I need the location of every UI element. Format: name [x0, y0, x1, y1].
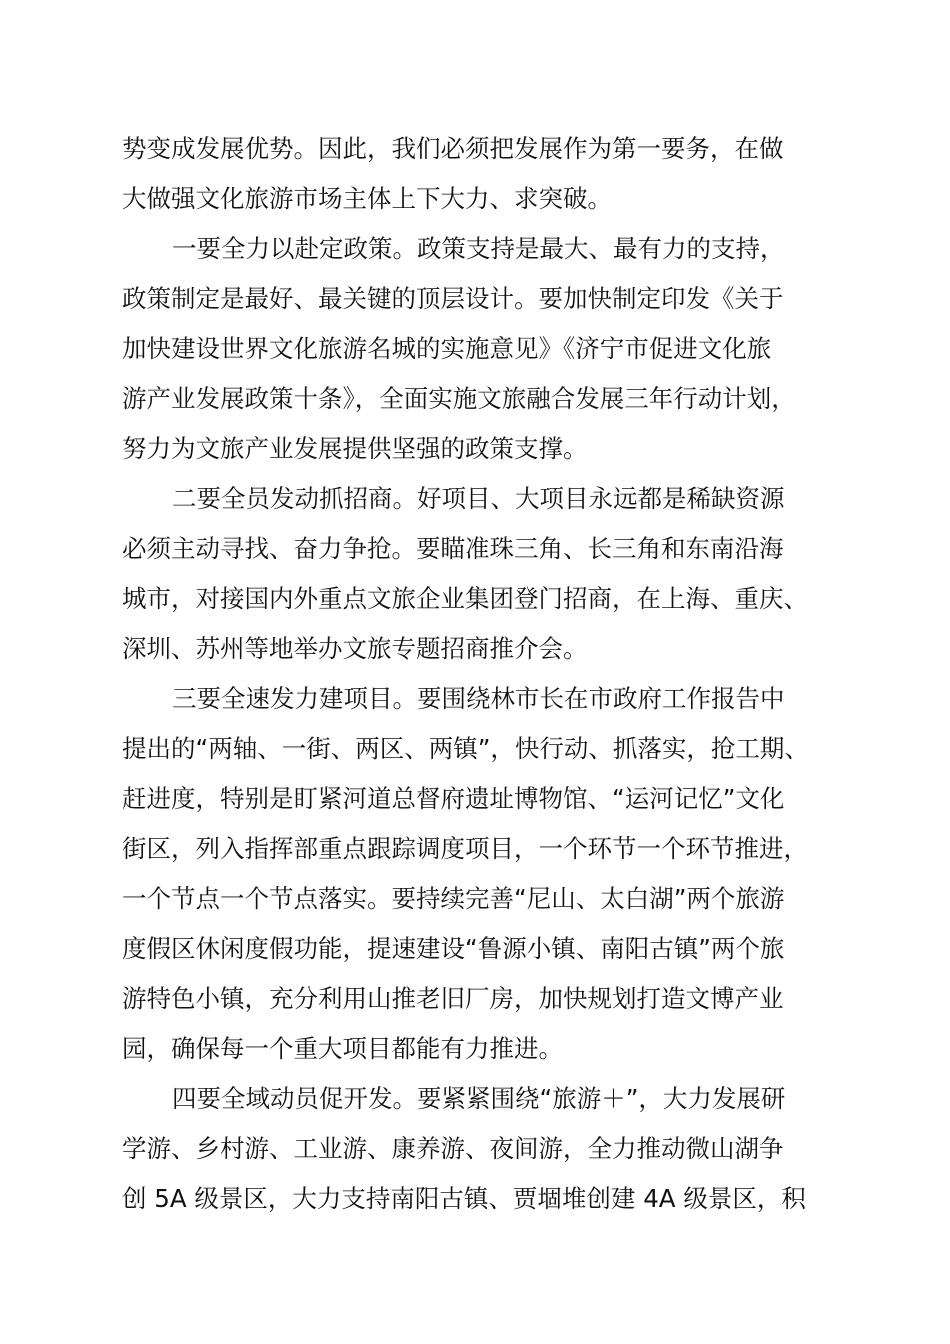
text-line: 一个节点一个节点落实。要持续完善“尼山、太白湖”两个旅游 [122, 884, 785, 913]
text-line: 努力为文旅产业发展提供坚强的政策支撑。 [122, 434, 588, 463]
text-line: 游产业发展政策十条》，全面实施文旅融合发展三年行动计划， [122, 384, 796, 413]
text-line: 二要全员发动抓招商。好项目、大项目永远都是稀缺资源 [172, 484, 785, 513]
text-line: 园，确保每一个重大项目都能有力推进。 [122, 1034, 563, 1063]
text-line: 必须主动寻找、奋力争抢。要瞄准珠三角、长三角和东南沿海 [122, 534, 784, 563]
text-line: 三要全速发力建项目。要围绕林市长在市政府工作报告中 [172, 684, 785, 713]
text-line: 势变成发展优势。因此，我们必须把发展作为第一要务，在做 [122, 134, 784, 163]
text-line: 创 5A 级景区，大力支持南阳古镇、贾堌堆创建 4A 级景区，积 [122, 1184, 806, 1213]
text-line: 政策制定是最好、最关键的顶层设计。要加快制定印发《关于 [122, 284, 784, 313]
text-line: 街区，列入指挥部重点跟踪调度项目，一个环节一个环节推进， [122, 834, 808, 863]
text-line: 提出的“两轴、一街、两区、两镇”，快行动、抓落实，抢工期、 [122, 734, 809, 763]
text-line: 四要全域动员促开发。要紧紧围绕“旅游＋”，大力发展研 [172, 1084, 786, 1113]
text-line: 度假区休闲度假功能，提速建设“鲁源小镇、南阳古镇”两个旅 [122, 934, 785, 963]
text-line: 大做强文化旅游市场主体上下大力、求突破。 [122, 184, 612, 213]
text-line: 深圳、苏州等地举办文旅专题招商推介会。 [122, 634, 588, 663]
text-line: 一要全力以赴定政策。政策支持是最大、最有力的支持， [172, 234, 785, 263]
text-line: 游特色小镇，充分利用山推老旧厂房，加快规划打造文博产业 [122, 984, 784, 1013]
text-line: 学游、乡村游、工业游、康养游、夜间游，全力推动微山湖争 [122, 1134, 784, 1163]
text-line: 赶进度，特别是盯紧河道总督府遗址博物馆、“运河记忆”文化 [122, 784, 785, 813]
text-line: 加快建设世界文化旅游名城的实施意见》《济宁市促进文化旅 [122, 334, 772, 363]
text-line: 城市，对接国内外重点文旅企业集团登门招商，在上海、重庆、 [122, 584, 808, 613]
